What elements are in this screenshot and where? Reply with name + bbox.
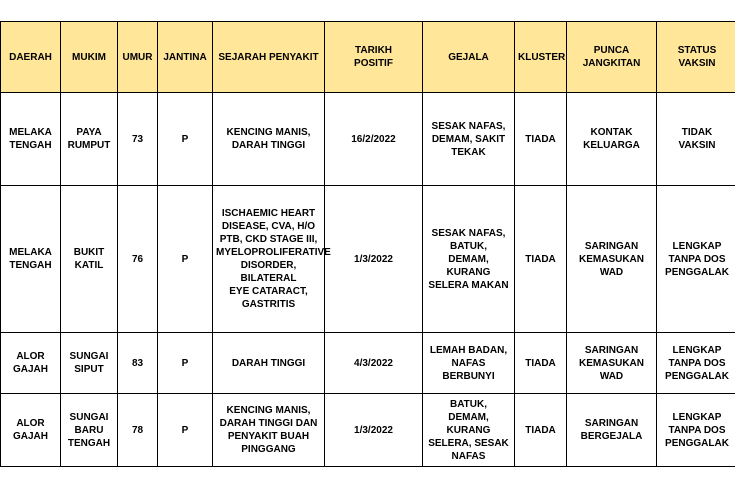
table-row [1, 333, 735, 394]
header-jantina: JANTINA [158, 22, 213, 93]
cell-kluster: TIADA [515, 333, 567, 394]
table-row [1, 93, 735, 186]
cell-umur: 83 [118, 333, 158, 394]
cell-jantina: P [158, 333, 213, 394]
header-row [1, 22, 735, 93]
cell-sejarah-penyakit: KENCING MANIS, DARAH TINGGI DAN PENYAKIT BUAH PINGGANG [213, 394, 325, 467]
header-sejarah-penyakit: SEJARAH PENYAKIT [213, 22, 325, 93]
cell-jantina: P [158, 93, 213, 186]
cell-tarikh-positif: 1/3/2022 [325, 394, 423, 467]
cell-daerah: ALOR GAJAH [1, 333, 61, 394]
cell-daerah: MELAKA TENGAH [1, 186, 61, 333]
header-tarikh-positif: TARIKH POSITIF [325, 22, 423, 93]
cell-jantina: P [158, 186, 213, 333]
cell-mukim: PAYA RUMPUT [61, 93, 118, 186]
cell-punca-jangkitan: SARINGAN KEMASUKAN WAD [567, 186, 657, 333]
cell-status-vaksin: LENGKAP TANPA DOS PENGGALAK [657, 333, 735, 394]
cases-table [0, 21, 735, 467]
header-status-vaksin: STATUS VAKSIN [657, 22, 735, 93]
cell-status-vaksin: LENGKAP TANPA DOS PENGGALAK [657, 186, 735, 333]
cell-gejala: BATUK, DEMAM, KURANG SELERA, SESAK NAFAS [423, 394, 515, 467]
cell-sejarah-penyakit: ISCHAEMIC HEART DISEASE, CVA, H/O PTB, CKD STAGE III, MYELOPROLIFERATIVE DISORDER, BILATERAL EYE CATARACT, GASTRITIS [213, 186, 325, 333]
cell-punca-jangkitan: KONTAK KELUARGA [567, 93, 657, 186]
cell-mukim: BUKIT KATIL [61, 186, 118, 333]
cell-umur: 73 [118, 93, 158, 186]
table-row [1, 186, 735, 333]
cell-jantina: P [158, 394, 213, 467]
cell-kluster: TIADA [515, 186, 567, 333]
cell-umur: 76 [118, 186, 158, 333]
cell-punca-jangkitan: SARINGAN KEMASUKAN WAD [567, 333, 657, 394]
cell-umur: 78 [118, 394, 158, 467]
cell-punca-jangkitan: SARINGAN BERGEJALA [567, 394, 657, 467]
cell-gejala: LEMAH BADAN, NAFAS BERBUNYI [423, 333, 515, 394]
cell-tarikh-positif: 4/3/2022 [325, 333, 423, 394]
cell-sejarah-penyakit: DARAH TINGGI [213, 333, 325, 394]
cell-status-vaksin: TIDAK VAKSIN [657, 93, 735, 186]
cell-daerah: MELAKA TENGAH [1, 93, 61, 186]
cell-mukim: SUNGAI SIPUT [61, 333, 118, 394]
cell-gejala: SESAK NAFAS, DEMAM, SAKIT TEKAK [423, 93, 515, 186]
cell-sejarah-penyakit: KENCING MANIS, DARAH TINGGI [213, 93, 325, 186]
header-mukim: MUKIM [61, 22, 118, 93]
header-kluster: KLUSTER [515, 22, 567, 93]
header-punca-jangkitan: PUNCA JANGKITAN [567, 22, 657, 93]
cell-kluster: TIADA [515, 93, 567, 186]
header-umur: UMUR [118, 22, 158, 93]
header-gejala: GEJALA [423, 22, 515, 93]
cell-kluster: TIADA [515, 394, 567, 467]
cell-daerah: ALOR GAJAH [1, 394, 61, 467]
cell-mukim: SUNGAI BARU TENGAH [61, 394, 118, 467]
cell-gejala: SESAK NAFAS, BATUK, DEMAM, KURANG SELERA MAKAN [423, 186, 515, 333]
cell-tarikh-positif: 1/3/2022 [325, 186, 423, 333]
cell-status-vaksin: LENGKAP TANPA DOS PENGGALAK [657, 394, 735, 467]
table-row [1, 394, 735, 467]
header-daerah: DAERAH [1, 22, 61, 93]
cell-tarikh-positif: 16/2/2022 [325, 93, 423, 186]
